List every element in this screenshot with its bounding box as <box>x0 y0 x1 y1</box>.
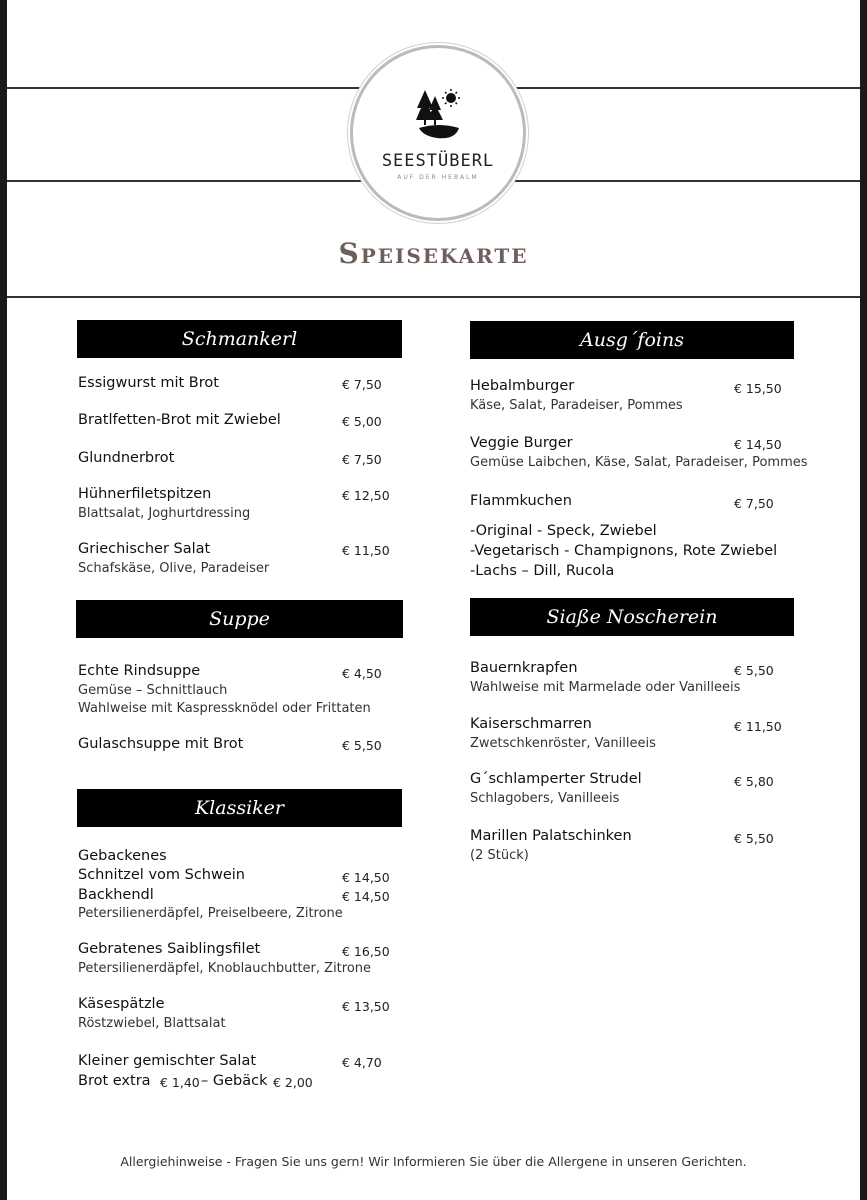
item-name: Hebalmburger <box>470 378 575 394</box>
item-name: G´schlamperter Strudel <box>470 771 642 787</box>
item-price: € 11,50 <box>342 543 390 558</box>
section-header-suppe: Suppe <box>76 600 403 638</box>
item-name: Marillen Palatschinken <box>470 828 632 844</box>
item-price: € 4,50 <box>342 666 382 681</box>
item-name: Schnitzel vom Schwein <box>78 867 245 883</box>
extra-price: € 2,00 <box>273 1075 313 1090</box>
item-name: Käsespätzle <box>78 996 165 1012</box>
item-name: Veggie Burger <box>470 435 573 451</box>
item-description: Käse, Salat, Paradeiser, Pommes <box>470 398 683 413</box>
item-description: (2 Stück) <box>470 848 529 863</box>
item-price: € 5,80 <box>734 774 774 789</box>
item-name: Griechischer Salat <box>78 541 211 557</box>
item-name: Bratlfetten-Brot mit Zwiebel <box>78 412 281 428</box>
item-price: € 11,50 <box>734 719 782 734</box>
section-header-ausgfoins: Ausg´foins <box>470 321 794 359</box>
logo-subtitle: AUF DER HEBALM <box>397 174 479 181</box>
section-header-klassiker: Klassiker <box>77 789 402 827</box>
logo-name: SEESTÜBERL <box>381 151 495 171</box>
item-price: € 4,70 <box>342 1055 382 1070</box>
menu-page <box>7 0 860 1200</box>
item-description: Schafskäse, Olive, Paradeiser <box>78 561 270 576</box>
item-price: € 5,50 <box>734 663 774 678</box>
item-name: Echte Rindsuppe <box>78 663 201 679</box>
section-header-suesses: Siaße Noscherein <box>470 598 794 636</box>
item-price: € 7,50 <box>734 496 774 511</box>
allergy-footer: Allergiehinweise - Fragen Sie uns gern! Wir Informieren Sie über die Allergene in unseren Gerichten. <box>120 1154 747 1169</box>
title-rule <box>7 296 860 298</box>
item-price: € 12,50 <box>342 488 390 503</box>
item-name: Gebratenes Saiblingsfilet <box>78 941 261 957</box>
item-name: Kleiner gemischter Salat <box>78 1053 257 1069</box>
item-description: Petersilienerdäpfel, Knoblauchbutter, Zitrone <box>78 961 372 976</box>
section-header-schmankerl: Schmankerl <box>77 320 402 358</box>
item-name: Gebackenes <box>78 848 167 864</box>
item-price: € 13,50 <box>342 999 390 1014</box>
restaurant-logo <box>350 45 526 221</box>
item-description: Röstzwiebel, Blattsalat <box>78 1016 226 1031</box>
item-description: Wahlweise mit Kaspressknödel oder Frittaten <box>78 701 371 716</box>
item-price: € 16,50 <box>342 944 390 959</box>
item-description: Gemüse Laibchen, Käse, Salat, Paradeiser, Pommes <box>470 455 808 470</box>
item-price: € 14,50 <box>342 889 390 904</box>
item-description: Gemüse – Schnittlauch <box>78 683 228 698</box>
item-description: Blattsalat, Joghurtdressing <box>78 506 251 521</box>
item-description: Zwetschkenröster, Vanilleeis <box>470 736 656 751</box>
item-name: Backhendl <box>78 887 154 903</box>
item-name: Kaiserschmarren <box>470 716 592 732</box>
item-name: Glundnerbrot <box>78 450 175 466</box>
item-name: Flammkuchen <box>470 493 572 509</box>
item-description: Wahlweise mit Marmelade oder Vanilleeis <box>470 680 741 695</box>
item-price: € 5,50 <box>342 738 382 753</box>
item-price: € 14,50 <box>734 437 782 452</box>
item-name: Gulaschsuppe mit Brot <box>78 736 244 752</box>
extra-separator: – Gebäck <box>201 1073 268 1089</box>
item-name: Essigwurst mit Brot <box>78 375 219 391</box>
variant-line: -Lachs – Dill, Rucola <box>470 563 615 579</box>
variant-line: -Vegetarisch - Champignons, Rote Zwiebel <box>470 543 778 559</box>
item-price: € 5,00 <box>342 414 382 429</box>
extra-label: Brot extra <box>78 1073 151 1089</box>
extra-price: € 1,40 <box>160 1075 200 1090</box>
variant-line: -Original - Speck, Zwiebel <box>470 523 657 539</box>
item-name: Hühnerfiletspitzen <box>78 486 212 502</box>
item-price: € 15,50 <box>734 381 782 396</box>
item-description: Petersilienerdäpfel, Preiselbeere, Zitrone <box>78 906 343 921</box>
item-price: € 5,50 <box>734 831 774 846</box>
item-price: € 7,50 <box>342 377 382 392</box>
item-name: Bauernkrapfen <box>470 660 578 676</box>
item-price: € 14,50 <box>342 870 390 885</box>
trees-lake-icon <box>415 88 463 140</box>
item-description: Schlagobers, Vanilleeis <box>470 791 620 806</box>
page-title: Speisekarte <box>338 237 529 270</box>
item-price: € 7,50 <box>342 452 382 467</box>
